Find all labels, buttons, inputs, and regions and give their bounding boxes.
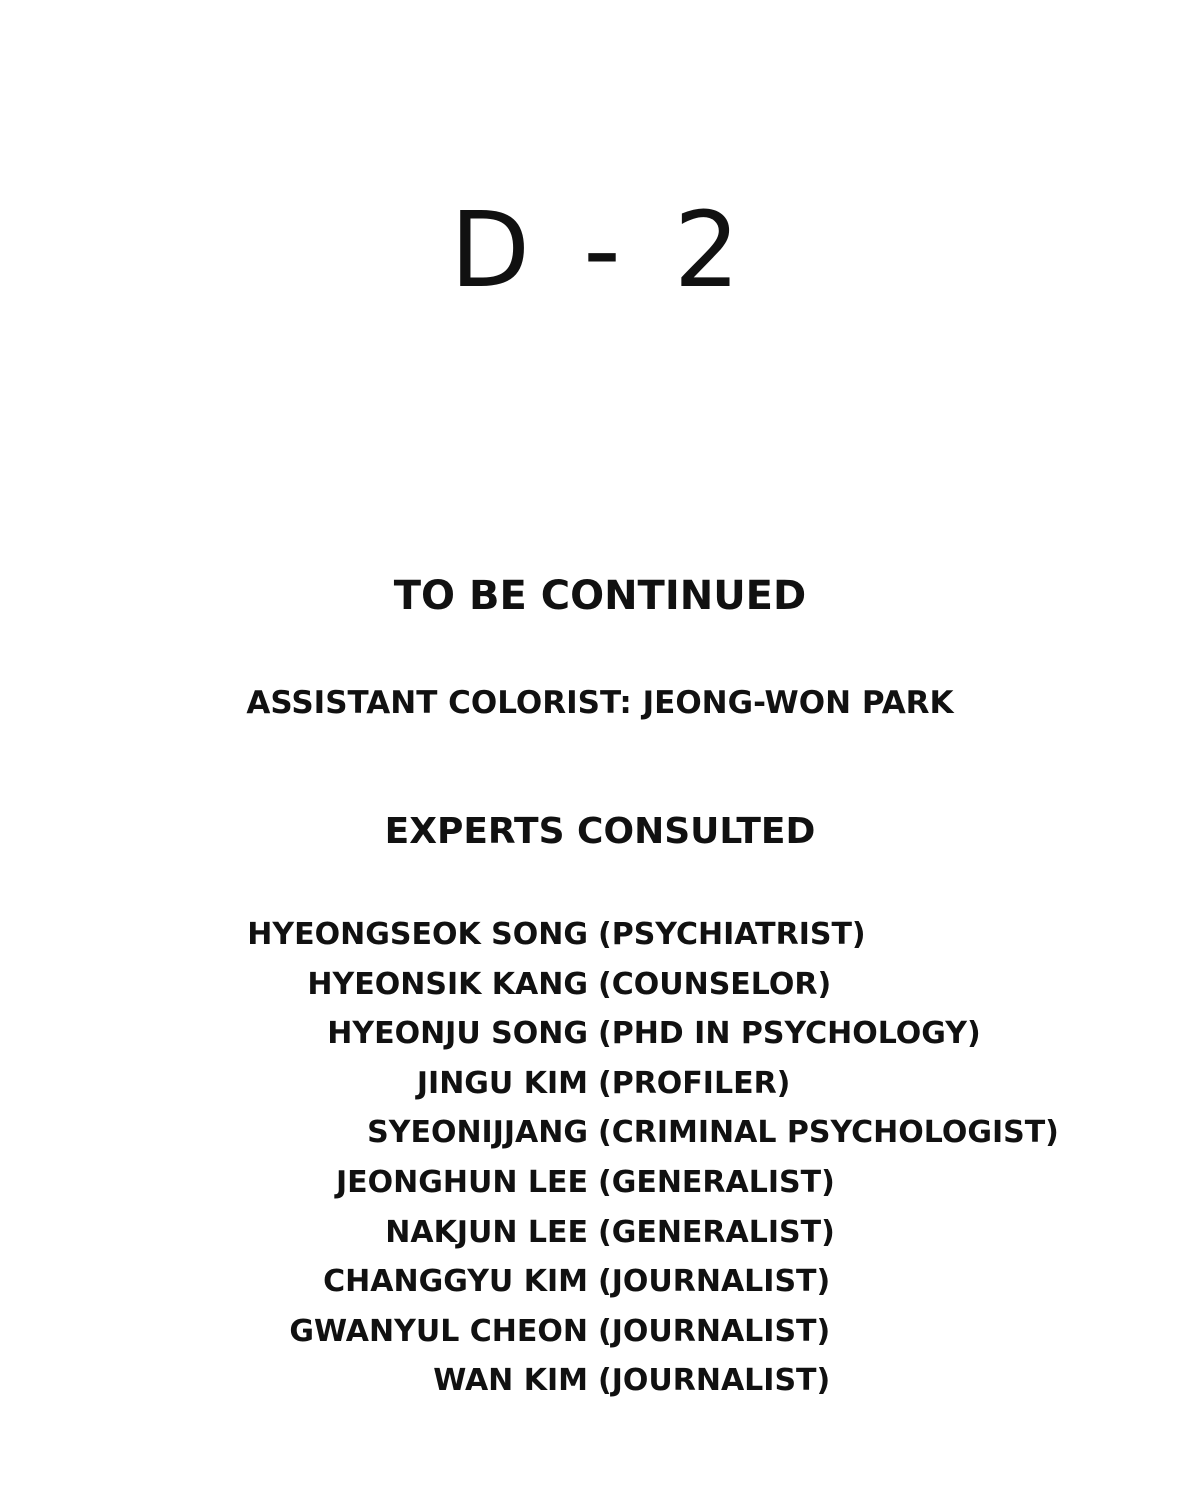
- expert-role: (JOURNALIST): [598, 1313, 831, 1349]
- expert-row: [0, 910, 1200, 960]
- experts-consulted-heading: EXPERTS CONSULTED: [384, 811, 816, 852]
- expert-role: (COUNSELOR): [598, 966, 832, 1002]
- expert-role: (JOURNALIST): [598, 1264, 831, 1300]
- expert-row: [0, 1307, 1200, 1357]
- expert-row: [0, 1059, 1200, 1109]
- expert-row: [0, 1009, 1200, 1059]
- assistant-colorist-credit: ASSISTANT COLORIST: JEONG-WON PARK: [246, 685, 954, 721]
- expert-name: SYEONIJJANG: [367, 1115, 588, 1151]
- expert-name: NAKJUN LEE: [385, 1214, 588, 1250]
- expert-name: JINGU KIM: [416, 1065, 588, 1101]
- expert-role: (PROFILER): [598, 1065, 791, 1101]
- expert-row: [0, 1108, 1200, 1158]
- expert-role: (CRIMINAL PSYCHOLOGIST): [598, 1115, 1059, 1151]
- expert-row: [0, 960, 1200, 1010]
- expert-name: HYEONJU SONG: [327, 1016, 588, 1052]
- expert-row: [0, 1158, 1200, 1208]
- expert-name: JEONGHUN LEE: [335, 1164, 588, 1200]
- expert-role: (GENERALIST): [598, 1214, 835, 1250]
- expert-name: CHANGGYU KIM: [323, 1264, 588, 1300]
- expert-row: [0, 1257, 1200, 1307]
- expert-row: [0, 1356, 1200, 1406]
- expert-role: (PHD IN PSYCHOLOGY): [598, 1016, 981, 1052]
- experts-list: [0, 910, 1200, 1406]
- expert-name: HYEONGSEOK SONG: [247, 917, 588, 952]
- expert-role: (PSYCHIATRIST): [598, 917, 866, 952]
- page-title: D - 2: [450, 189, 750, 311]
- to-be-continued-heading: TO BE CONTINUED: [393, 573, 807, 619]
- expert-role: (JOURNALIST): [598, 1363, 831, 1399]
- expert-name: GWANYUL CHEON: [289, 1313, 588, 1349]
- expert-row: [0, 1208, 1200, 1258]
- expert-role: (GENERALIST): [598, 1164, 835, 1200]
- expert-name: HYEONSIK KANG: [307, 966, 588, 1002]
- expert-name: WAN KIM: [433, 1363, 588, 1399]
